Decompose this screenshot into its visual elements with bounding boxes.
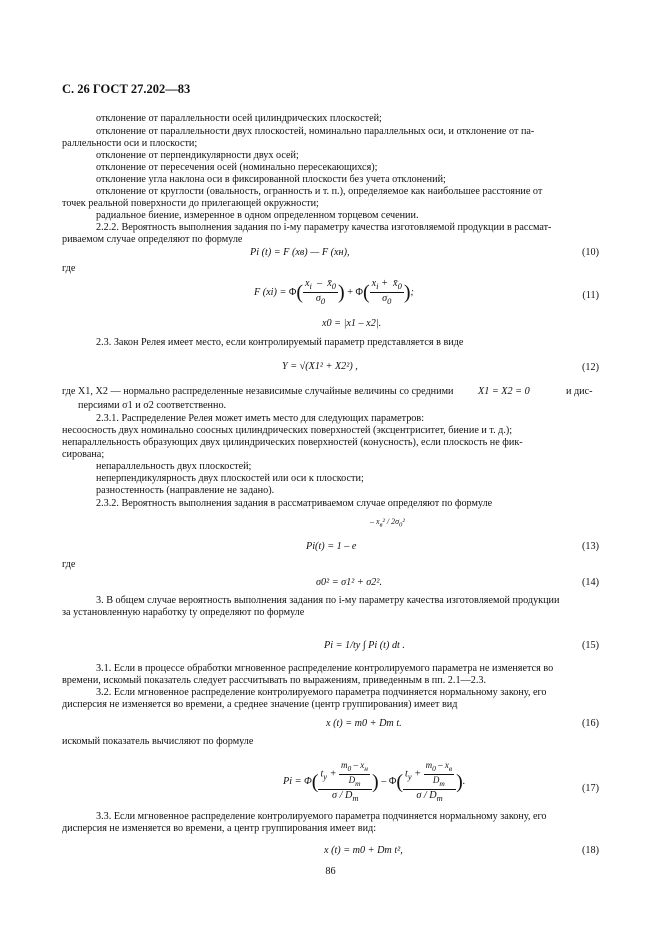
paragraph-cont: персиями σ1 и σ2 соответственно. [78, 400, 227, 411]
list-item: отклонение от круглости (овальность, огранность и т. п.), определяемое как наибольшее расстояние от [96, 186, 543, 197]
paragraph-cont: времени, искомый показатель следует рассчитывать по выражениям, приведенным в пп. 2.1—2.3. [62, 675, 487, 686]
paragraph: искомый показатель вычисляют по формуле [62, 736, 254, 747]
list-item: отклонение от параллельности осей цилиндрических плоскостей; [96, 113, 382, 124]
paragraph: 2.3.2. Вероятность выполнения задания в рассматриваемом случае определяют по формуле [96, 498, 493, 509]
where-label: где [62, 263, 76, 274]
equation-x0: x0 = |x1 – x2|. [322, 318, 382, 329]
equation-10: Pi (t) = F (xв) — F (xн), [250, 247, 350, 258]
paragraph: 2.3.1. Распределение Релея может иметь место для следующих параметров: [96, 413, 425, 424]
list-item-cont: точек реальной поверхности до прилегающей окружности; [62, 198, 319, 209]
paragraph: 3.3. Если мгновенное распределение контролируемого параметра подчиняется нормальному закону, его [96, 811, 547, 822]
equation-11: F (xi) = Φ( $\frac{x_i - x̄_0}{\sigma_0}$ ) + Φ( $\frac{x_i + x̄_0}{\sigma_0}$ ); [254, 278, 414, 307]
eq-number: (11) [582, 290, 599, 301]
eq-number: (16) [582, 718, 599, 729]
eq-number: (17) [582, 783, 599, 794]
equation-13: Pi(t) = 1 – e [306, 541, 357, 552]
paragraph-cont: за установленную наработку tу определяют по формуле [62, 607, 305, 618]
equation-14: σ0² = σ1² + σ2². [316, 577, 382, 588]
equation-means: X1 = X2 = 0 [478, 386, 530, 397]
equation-13-exponent: – $x_в^2 / 2\sigma_0^2$ [370, 517, 405, 529]
equation-17-lhs: Pi = Φ [283, 776, 312, 788]
eq-number: (15) [582, 640, 599, 651]
list-item: непараллельность двух плоскостей; [96, 461, 252, 472]
where-label: где [62, 559, 76, 570]
paragraph: 3.2. Если мгновенное распределение контролируемого параметра подчиняется нормальному закону, его [96, 687, 547, 698]
eq-number: (10) [582, 247, 599, 258]
eq-number: (12) [582, 362, 599, 373]
eq-number: (13) [582, 541, 599, 552]
list-item: разностенность (направление не задано). [96, 485, 275, 496]
paragraph-cont: дисперсия не изменяется во времени, а среднее значение (центр группирования) имеет вид [62, 699, 458, 710]
list-item: отклонение от параллельности двух плоскостей, номинально параллельных оси, и отклонение от па- [96, 126, 535, 137]
list-item: несоосность двух номинально соосных цилиндрических поверхностей (эксцентриситет, биение и т. д.); [62, 425, 513, 436]
paragraph-cont: дисперсия не изменяется во времени, а центр группирования имеет вид: [62, 823, 377, 834]
equation-18: x (t) = m0 + Dm t², [324, 845, 403, 856]
list-item: неперпендикулярность двух плоскостей или оси к плоскости; [96, 473, 364, 484]
eq-number: (18) [582, 845, 599, 856]
paragraph-cont: риваемом случае определяют по формуле [62, 234, 243, 245]
equation-15: Pi = 1/tу ∫ Pi (t) dt . [324, 640, 405, 651]
equation-16: x (t) = m0 + Dm t. [326, 718, 402, 729]
page-header: С. 26 ГОСТ 27.202—83 [62, 82, 191, 96]
eq-number: (14) [582, 577, 599, 588]
list-item: радиальное биение, измеренное в одном определенном торцевом сечении. [96, 210, 419, 221]
paragraph-tail: и дис- [566, 386, 593, 397]
paragraph: 2.3. Закон Релея имеет место, если контролируемый параметр представляется в виде [96, 337, 464, 348]
list-item-cont: сирована; [62, 449, 105, 460]
equation-17: Pi = Φ( $t_у$ + $\frac{m_0 - x_н}{D_m}$ σ / $D_m$ ) – Φ( $t_у$ + $\frac{m_0 - x_в}{D_m}$ σ / $D_m$ ). [283, 760, 466, 803]
page-number: 86 [325, 866, 336, 877]
list-item: отклонение от пересечения осей (номинально пересекающихся); [96, 162, 378, 173]
equation-11-lhs: F (xi) = [254, 286, 287, 298]
list-item-cont: раллельности оси и плоскости; [62, 138, 198, 149]
paragraph: 3. В общем случае вероятность выполнения задания по i-му параметру качества изготовляемой продукции [96, 595, 560, 606]
paragraph: 2.2.2. Вероятность выполнения задания по i-му параметру качества изготовляемой продукции в рассмат- [96, 222, 552, 233]
list-item: непараллельность образующих двух цилиндрических поверхностей (конусность), если плоскость не фик- [62, 437, 523, 448]
equation-12: Y = √(X1² + X2²) , [282, 361, 358, 372]
paragraph: где X1, X2 — нормально распределенные независимые случайные величины со средними [62, 386, 454, 397]
list-item: отклонение угла наклона оси в фиксированной плоскости без учета отклонений; [96, 174, 446, 185]
list-item: отклонение от перпендикулярности двух осей; [96, 150, 299, 161]
paragraph: 3.1. Если в процессе обработки мгновенное распределение контролируемого параметра не изменяется во [96, 663, 554, 674]
